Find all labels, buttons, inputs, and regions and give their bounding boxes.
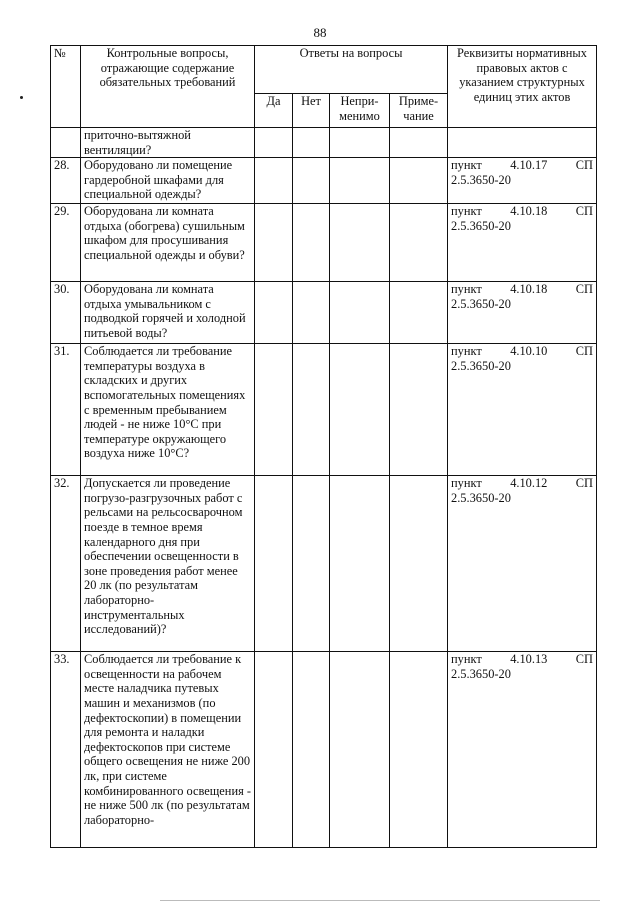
answer-no-cell[interactable] — [293, 282, 330, 344]
answer-na-cell[interactable] — [330, 344, 390, 476]
answer-yes-cell[interactable] — [255, 158, 293, 204]
requisite-word: пункт — [451, 158, 482, 173]
answer-yes-cell[interactable] — [255, 652, 293, 848]
answer-yes-cell[interactable] — [255, 344, 293, 476]
page-number: 88 — [313, 25, 327, 40]
answer-no-cell[interactable] — [293, 204, 330, 282]
header-yes: Да — [255, 94, 293, 128]
question-text: Оборудована ли комната отдыха (обогрева) сушильным шкафом для просушивания специальной одежды и обуви? — [81, 204, 255, 282]
row-number: 31. — [51, 344, 81, 476]
note-cell[interactable] — [390, 476, 448, 652]
question-text: Соблюдается ли требование температуры воздуха в складских и других вспомогательных помещениях с временным пребыванием людей - не ниже 10°С при температуре окружающего воздуха ниже 10°С? — [81, 344, 255, 476]
header-requisites: Реквизиты нормативных правовых актов с указанием структурных единиц этих актов — [448, 46, 597, 128]
question-text: Допускается ли проведение погрузо-разгрузочных работ с рельсами на рельсосварочном поезде в темное время календарного дня при обеспечении освещенности в зоне проведения работ менее 20 лк (по результатам лабораторно-инструментальных исследований)? — [81, 476, 255, 652]
table-row — [51, 476, 597, 652]
requisite-cell — [448, 344, 597, 476]
header-num: № — [51, 46, 81, 128]
requisite-document: 2.5.3650-20 — [451, 172, 511, 187]
requisite-cell — [448, 204, 597, 282]
requisite-cell — [448, 282, 597, 344]
requisite-code: СП — [575, 282, 594, 297]
scan-edge-line — [160, 900, 600, 901]
row-number: 29. — [51, 204, 81, 282]
answer-yes-cell[interactable] — [255, 282, 293, 344]
checklist-table — [50, 45, 597, 848]
answer-na-cell[interactable] — [330, 158, 390, 204]
requisite-item: 4.10.17 — [510, 158, 548, 173]
requisite-document: 2.5.3650-20 — [451, 490, 511, 505]
requisite-word: пункт — [451, 652, 482, 667]
header-note: Приме-чание — [390, 94, 448, 128]
answer-no-cell[interactable] — [293, 344, 330, 476]
row-number: 33. — [51, 652, 81, 848]
requisite-code: СП — [575, 344, 594, 359]
question-text: приточно-вытяжной вентиляции? — [81, 128, 255, 158]
answer-na-cell[interactable] — [330, 652, 390, 848]
requisite-item: 4.10.10 — [510, 344, 548, 359]
requisite-document: 2.5.3650-20 — [451, 358, 511, 373]
answer-yes-cell[interactable] — [255, 476, 293, 652]
requisite-item: 4.10.12 — [510, 476, 548, 491]
header-answers: Ответы на вопросы — [255, 46, 448, 94]
header-questions: Контрольные вопросы, отражающие содержание обязательных требований — [81, 46, 255, 128]
answer-no-cell[interactable] — [293, 158, 330, 204]
row-number: 32. — [51, 476, 81, 652]
requisite-document: 2.5.3650-20 — [451, 666, 511, 681]
note-cell[interactable] — [390, 652, 448, 848]
note-cell[interactable] — [390, 344, 448, 476]
header-no: Нет — [293, 94, 330, 128]
requisite-code: СП — [575, 652, 594, 667]
row-number: 30. — [51, 282, 81, 344]
answer-na-cell[interactable] — [330, 476, 390, 652]
requisite-cell — [448, 652, 597, 848]
requisite-cell — [448, 158, 597, 204]
requisite-word: пункт — [451, 344, 482, 359]
requisite-code: СП — [575, 204, 594, 219]
note-cell[interactable] — [390, 204, 448, 282]
question-text: Соблюдается ли требование к освещенности на рабочем месте наладчика путевых машин и механизмов (по дефектоскопии) в помещении для ремонта и наладки дефектоскопов при системе общего освещения не ниже 200 лк, при системе комбинированного освещения - не ниже 500 лк (по результатам лабораторно- — [81, 652, 255, 848]
answer-no-cell[interactable] — [293, 652, 330, 848]
requisite-code: СП — [575, 158, 594, 173]
answer-na-cell[interactable] — [330, 282, 390, 344]
table-row — [51, 204, 597, 282]
requisite-document: 2.5.3650-20 — [451, 218, 511, 233]
table-row — [51, 344, 597, 476]
requisite-item: 4.10.18 — [510, 282, 548, 297]
question-text: Оборудована ли комната отдыха умывальником с подводкой горячей и холодной питьевой воды? — [81, 282, 255, 344]
table-row-continuation — [51, 128, 597, 158]
question-text: Оборудовано ли помещение гардеробной шкафами для специальной одежды? — [81, 158, 255, 204]
table-row — [51, 158, 597, 204]
answer-na-cell[interactable] — [330, 204, 390, 282]
requisite-item: 4.10.18 — [510, 204, 548, 219]
answer-yes-cell[interactable] — [255, 204, 293, 282]
answer-no-cell[interactable] — [293, 476, 330, 652]
table-row — [51, 652, 597, 848]
requisite-word: пункт — [451, 282, 482, 297]
requisite-item: 4.10.13 — [510, 652, 548, 667]
row-number: 28. — [51, 158, 81, 204]
requisite-word: пункт — [451, 204, 482, 219]
requisite-code: СП — [575, 476, 594, 491]
note-cell[interactable] — [390, 282, 448, 344]
requisite-document: 2.5.3650-20 — [451, 296, 511, 311]
note-cell[interactable] — [390, 158, 448, 204]
header-not-applicable: Непри-менимо — [330, 94, 390, 128]
requisite-cell — [448, 476, 597, 652]
scan-dot — [20, 96, 23, 99]
requisite-word: пункт — [451, 476, 482, 491]
table-row — [51, 282, 597, 344]
